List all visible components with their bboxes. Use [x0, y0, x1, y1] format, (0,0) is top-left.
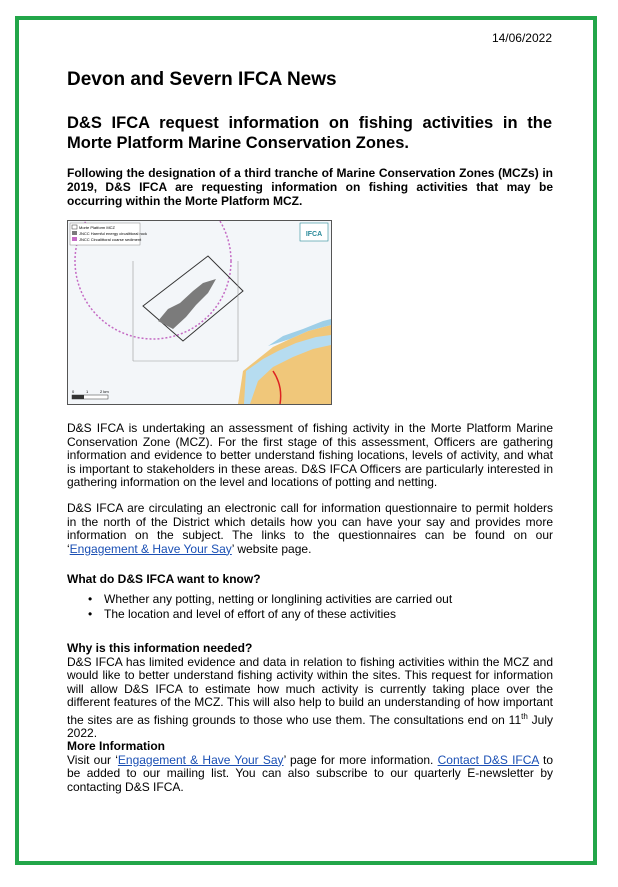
scale-label: 2 km	[100, 389, 109, 394]
bullet-icon: •	[88, 607, 93, 621]
section-heading-why: Why is this information needed?	[67, 641, 253, 655]
engagement-page-link[interactable]: Engagement & Have Your Say	[117, 752, 284, 767]
article-headline: D&S IFCA request information on fishing activities in the Morte Platform Marine Conservation Zones.	[67, 114, 552, 152]
why-text: D&S IFCA has limited evidence and data in relation to fishing activities within the MCZ and would like to better understand fishing activity within the sites. This request for information will allow D&S IFCA to estimate how much activity is currently taking place over the different features of the MCZ. This will also help to build an understanding of how important the sites are as fishing grounds to those who use them. The consultations end on 11	[67, 654, 553, 727]
article-intro: Following the designation of a third tranche of Marine Conservation Zones (MCZs) in 2019, D&S IFCA are requesting information on fishing activities that may be occurring within the Morte Platform MCZ.	[67, 166, 553, 208]
legend-item: JNCC Harmful energy circalittoral rock	[79, 231, 148, 236]
scale-label: 0	[72, 389, 75, 394]
section-heading-more: More Information	[67, 739, 165, 753]
contact-link[interactable]: Contact D&S IFCA	[437, 752, 539, 767]
more-text: Visit our ‘	[67, 752, 118, 767]
paragraph-text: D&S IFCA are circulating an electronic call for information questionnaire to permit holders in the north of the District which details how you can have your say and provides more information on the subject. The links to the questionnaires can be found on our ‘	[67, 501, 553, 556]
paragraph-questionnaire	[67, 502, 553, 556]
bullet-list	[67, 592, 452, 622]
why-end: July 2022.	[67, 712, 553, 740]
paragraph-text: ’ website page.	[231, 541, 312, 556]
more-text: ’ page for more information.	[283, 752, 438, 767]
legend-item: JNCC Circalittoral coarse sediment	[79, 237, 142, 242]
morte-platform-map	[67, 220, 332, 405]
legend-item: Morte Platform MCZ	[79, 225, 116, 230]
ordinal-suffix: th	[521, 711, 528, 721]
list-item: • The location and level of effort of any of these activities	[88, 607, 396, 621]
engagement-link[interactable]: Engagement & Have Your Say	[69, 541, 232, 556]
more-text: to be added to our mailing list. You can also subscribe to our quarterly E-newsletter by contacting D&S IFCA.	[67, 752, 553, 794]
list-item: • Whether any potting, netting or longlining activities are carried out	[88, 592, 453, 606]
paragraph-assessment: D&S IFCA is undertaking an assessment of fishing activity in the Morte Platform Marine Conservation Zone (MCZ). For the first stage of this assessment, Officers are gathering information and evidence to better understand fishing locations, levels of activity, and what is important to stakeholders in these areas. D&S IFCA Officers are particularly interested in gathering information on the level and locations of potting and netting.	[67, 421, 553, 489]
section-more-information	[67, 740, 553, 794]
date: 14/06/2022	[491, 31, 552, 45]
section-heading-what: What do D&S IFCA want to know?	[67, 572, 261, 586]
scale-label: 1	[86, 389, 89, 394]
section-why	[67, 642, 553, 741]
bullet-icon: •	[88, 592, 93, 606]
ifca-logo: IFCA	[305, 231, 323, 238]
map-graphic	[68, 221, 331, 404]
newsletter-title: Devon and Severn IFCA News	[67, 69, 337, 90]
